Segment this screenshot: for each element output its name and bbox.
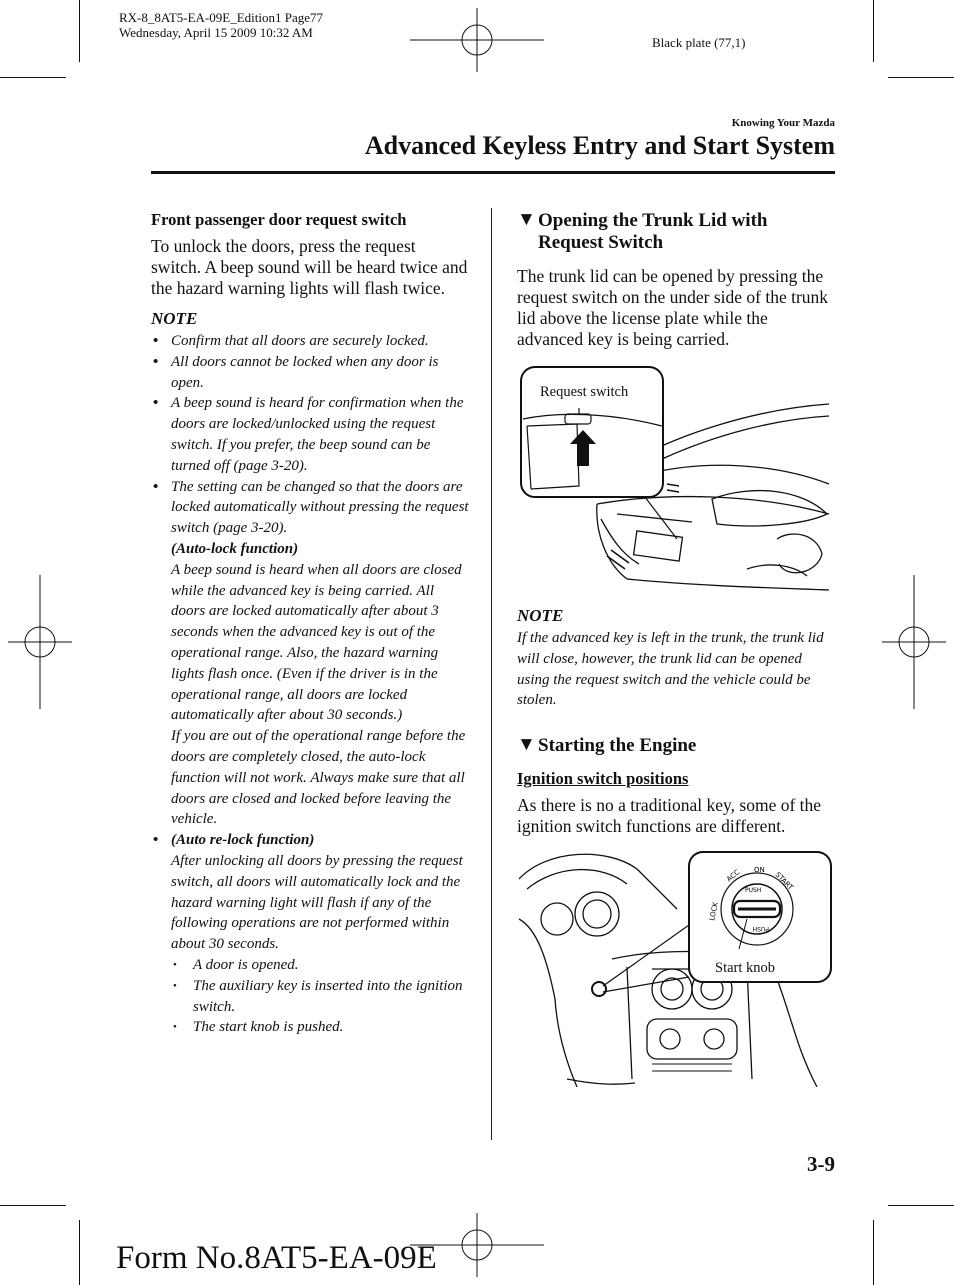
trunk-heading bbox=[517, 210, 835, 254]
right-column bbox=[517, 210, 835, 350]
crop-mark bbox=[79, 1220, 80, 1285]
trunk-heading-text: Opening the Trunk Lid with Request Switch bbox=[538, 210, 768, 253]
crop-mark bbox=[0, 1205, 66, 1206]
knob-pos-lock: LOCK bbox=[708, 901, 720, 922]
relock-condition: • The start knob is pushed. bbox=[171, 1017, 469, 1038]
note-list bbox=[151, 331, 469, 1038]
trunk-note bbox=[517, 606, 835, 837]
note-text: A beep sound is heard for confirmation when the doors are locked/unlocked using the request switch. If you prefer, the beep sound can be turned off (page 3-20). bbox=[171, 395, 464, 474]
ignition-figure bbox=[517, 849, 835, 1087]
knob-pos-acc: ACC bbox=[725, 868, 742, 884]
note-heading-right: NOTE bbox=[517, 606, 564, 625]
triangle-icon: ▼ bbox=[517, 209, 536, 230]
crop-mark bbox=[888, 1205, 954, 1206]
knob-push-top: PUSH bbox=[745, 887, 762, 894]
relock-title: • (Auto re-lock function) bbox=[171, 832, 315, 849]
crop-mark bbox=[0, 77, 66, 78]
title-rule bbox=[151, 171, 835, 174]
registration-mark-left bbox=[8, 575, 72, 709]
relock-condition: • The auxiliary key is inserted into the ignition switch. bbox=[171, 976, 469, 1018]
column-separator bbox=[491, 208, 492, 1140]
knob-pos-start: START bbox=[773, 870, 795, 892]
knob-push-bottom: PUSH bbox=[752, 925, 769, 932]
autolock-paragraph-2: If you are out of the operational range before the doors are completely closed, the auto-lock function will not work. Always make sure that all doors are closed and locked before leaving the vehicle. bbox=[171, 728, 466, 828]
note-item bbox=[151, 830, 469, 1038]
engine-heading bbox=[517, 735, 835, 757]
print-info-line2: Wednesday, April 15 2009 10:32 AM bbox=[119, 25, 313, 40]
request-switch-label: Request switch bbox=[540, 384, 629, 400]
note-item bbox=[151, 393, 469, 476]
start-knob-label: Start knob bbox=[715, 960, 776, 976]
plate-info: Black plate (77,1) bbox=[652, 35, 746, 50]
relock-conditions bbox=[171, 955, 469, 1038]
crop-mark bbox=[79, 0, 80, 62]
ignition-heading: Ignition switch positions bbox=[517, 769, 689, 789]
registration-mark-right bbox=[882, 575, 946, 709]
note-heading: NOTE bbox=[151, 309, 198, 328]
print-info bbox=[119, 10, 323, 40]
print-info-line1: RX-8_8AT5-EA-09E_Edition1 Page77 bbox=[119, 10, 324, 25]
note-text: All doors cannot be locked when any door is open. bbox=[171, 353, 439, 391]
autolock-title: (Auto-lock function) bbox=[171, 540, 299, 557]
subheading-front-passenger: Front passenger door request switch bbox=[151, 210, 407, 229]
section-label: Knowing Your Mazda bbox=[731, 117, 835, 129]
trunk-note-text: If the advanced key is left in the trunk, the trunk lid will close, however, the trunk lid can be opened using the request switch and the vehicle could be stolen. bbox=[517, 630, 824, 709]
autolock-paragraph-1: A beep sound is heard when all doors are closed while the advanced key is being carried. All doors are locked automatically after about 3 seconds when the advanced key is out of the operational range. Also, the hazard warning lights flash once. (Even if the driver is in the operational range, all doors are locked automatically after about 30 seconds.) bbox=[171, 561, 462, 724]
trunk-figure bbox=[517, 364, 835, 600]
page-title: Advanced Keyless Entry and Start System bbox=[364, 131, 835, 160]
note-item bbox=[151, 331, 469, 352]
form-number: Form No.8AT5-EA-09E bbox=[116, 1240, 437, 1276]
engine-heading-text: Starting the Engine bbox=[538, 735, 697, 757]
ignition-knob-small bbox=[592, 982, 606, 996]
ignition-paragraph: As there is no a traditional key, some of the ignition switch functions are different. bbox=[517, 795, 822, 837]
knob-pos-on: ON bbox=[754, 866, 765, 874]
pointer-line bbox=[603, 925, 689, 986]
page-number: 3-9 bbox=[807, 1152, 835, 1176]
note-text: Confirm that all doors are securely locked. bbox=[171, 333, 429, 349]
registration-mark-top bbox=[410, 8, 544, 72]
crop-mark bbox=[873, 1220, 874, 1285]
crop-mark bbox=[888, 77, 954, 78]
crop-mark bbox=[873, 0, 874, 62]
trunk-paragraph: The trunk lid can be opened by pressing the request switch on the under side of the trunk lid above the license plate while the advanced key is being carried. bbox=[517, 266, 829, 349]
vent-lines bbox=[652, 1064, 732, 1071]
note-text: • The setting can be changed so that the doors are locked automatically without pressing the request switch (page 3-20). bbox=[171, 478, 469, 537]
triangle-icon: ▼ bbox=[517, 734, 536, 756]
note-item bbox=[151, 352, 469, 394]
note-item bbox=[151, 477, 469, 831]
relock-paragraph: After unlocking all doors by pressing the request switch, all doors will automatically lock and the hazard warning light will flash if any of the following operations are not performed within about 30 seconds. bbox=[171, 852, 463, 953]
left-column bbox=[151, 210, 469, 1038]
pointer-line bbox=[603, 977, 689, 992]
unlock-paragraph: To unlock the doors, press the request switch. A beep sound will be heard twice and the hazard warning lights will flash twice. bbox=[151, 236, 468, 298]
relock-condition: • A door is opened. bbox=[171, 955, 469, 976]
